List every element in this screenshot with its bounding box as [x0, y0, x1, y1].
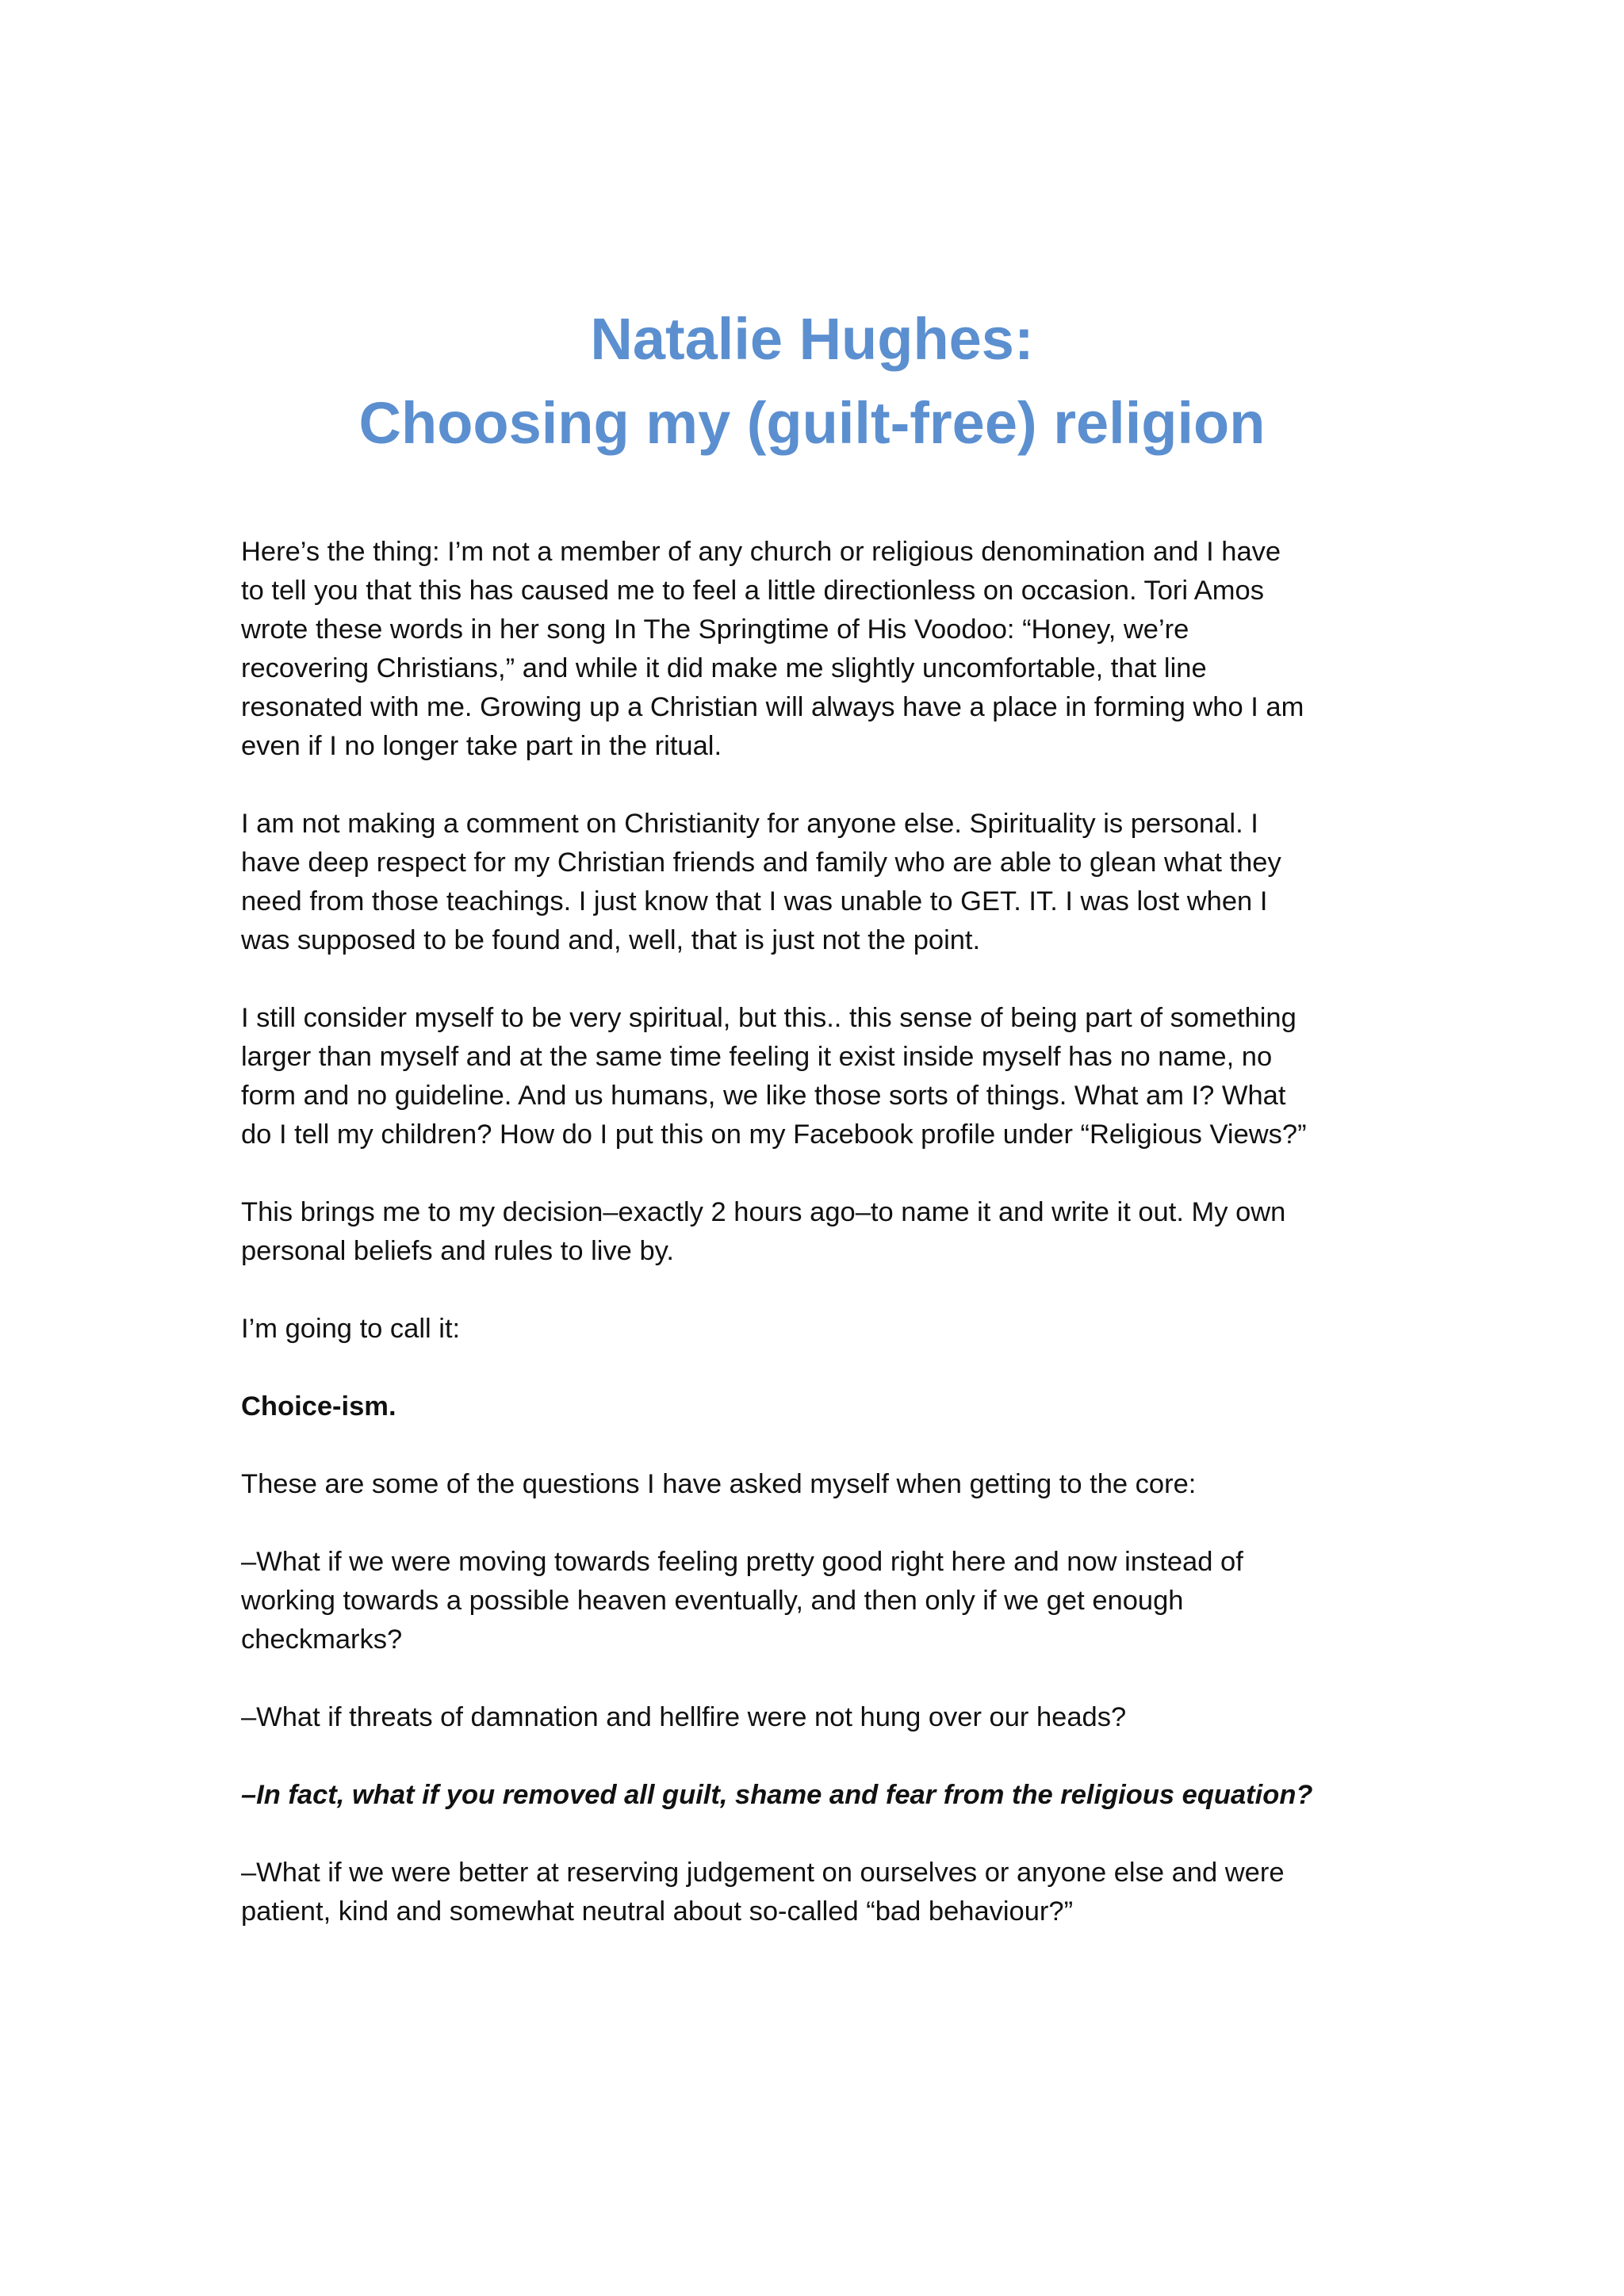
question-item: –What if we were moving towards feeling pretty good right here and now instead of working towards a possible heaven eventually, and then only if we get enough checkmarks?: [241, 1547, 1243, 1655]
paragraph-spiritual: I still consider myself to be very spiritual, but this.. this sense of being part of something larger than myself and at the same time feeling it exist inside myself has no name, no form and no guideline. And us humans, we like those sorts of things. What am I? What do I tell my children? How do I put this on my Facebook profile under “Religious Views?”: [241, 1003, 1307, 1150]
paragraph-christianity: I am not making a comment on Christianity for anyone else. Spirituality is personal. I have deep respect for my Christian friends and family who are able to glean what they need from those teachings. I just know that I was unable to GET. IT. I was lost when I was supposed to be found and, well, that is just not the point.: [241, 809, 1281, 955]
paragraph-intro: Here’s the thing: I’m not a member of any church or religious denomination and I have to tell you that this has caused me to feel a little directionless on occasion. Tori Amos wrote these words in her song In The Springtime of His Voodoo: “Honey, we’re recovering Christians,” and while it did make me slightly uncomfortable, that line resonated with me. Growing up a Christian will always have a place in forming who I am even if I no longer take part in the ritual.: [241, 537, 1304, 761]
question-item-emphasis: –In fact, what if you removed all guilt, shame and fear from the religious equation?: [241, 1780, 1313, 1810]
title-line-author: Natalie Hughes:: [590, 306, 1034, 372]
paragraph-call-it: I’m going to call it:: [241, 1314, 461, 1344]
title-line-subtitle: Choosing my (guilt-free) religion: [358, 390, 1266, 456]
question-item: –What if threats of damnation and hellfire were not hung over our heads?: [241, 1702, 1127, 1732]
document-title: [0, 297, 1624, 465]
article-body: [241, 533, 1407, 1970]
paragraph-decision: This brings me to my decision–exactly 2 hours ago–to name it and write it out. My own personal beliefs and rules to live by.: [241, 1197, 1286, 1266]
paragraph-choice-ism: Choice-ism.: [241, 1391, 396, 1422]
paragraph-questions-intro: These are some of the questions I have asked myself when getting to the core:: [241, 1469, 1197, 1499]
question-item: –What if we were better at reserving judgement on ourselves or anyone else and were patient, kind and somewhat neutral about so-called “bad behaviour?”: [241, 1858, 1285, 1927]
